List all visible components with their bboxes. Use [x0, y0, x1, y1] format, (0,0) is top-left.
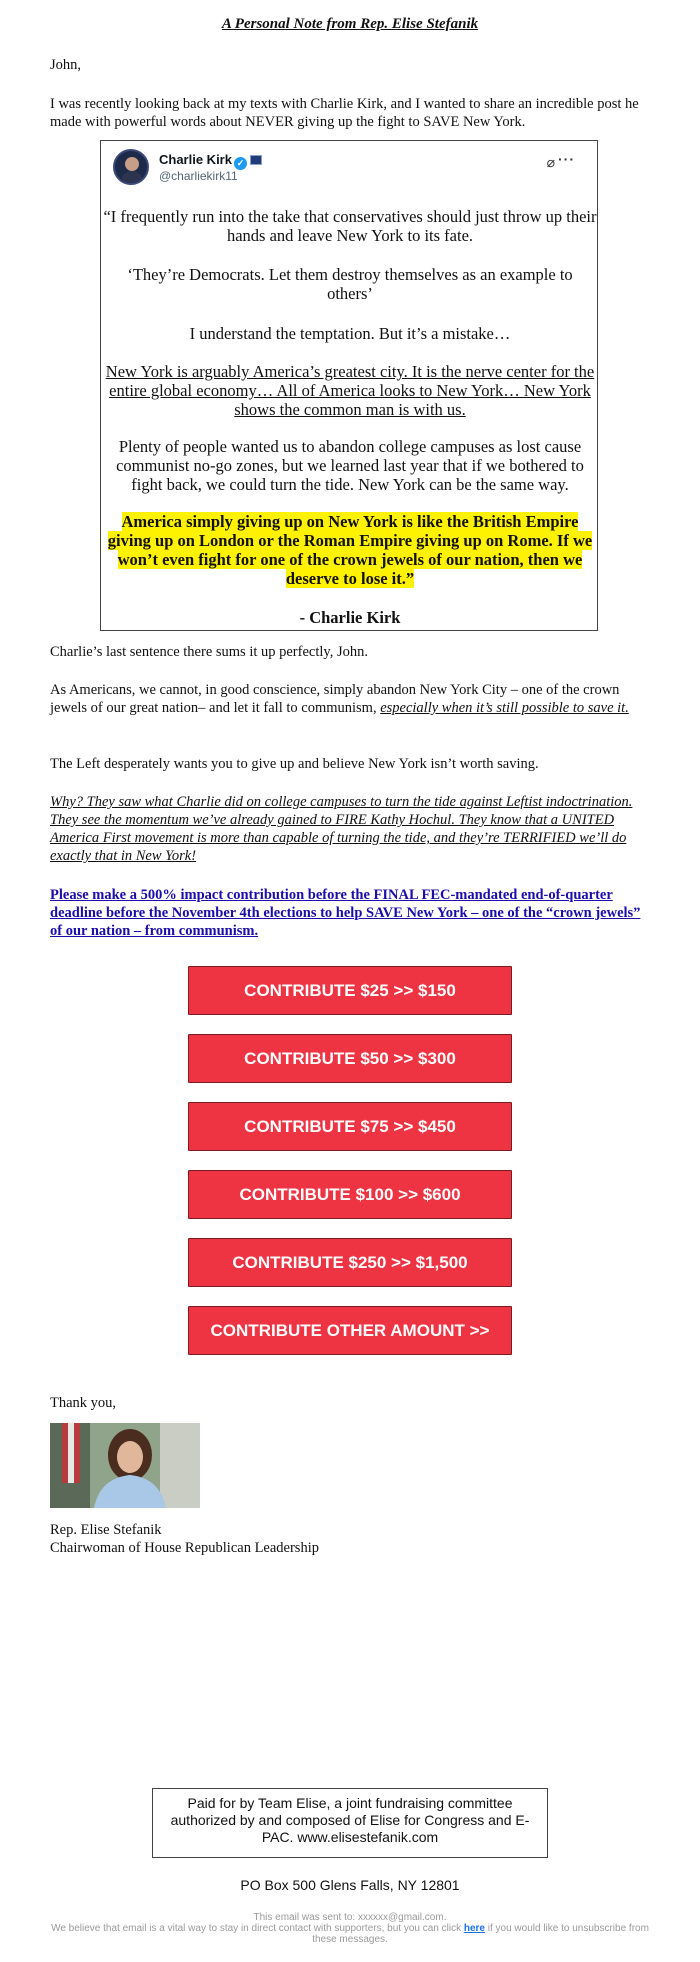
- mailing-address: PO Box 500 Glens Falls, NY 12801: [240, 1877, 460, 1893]
- grok-icon[interactable]: ⌀: [546, 154, 555, 170]
- signature-photo: [50, 1423, 200, 1508]
- tweet-quote-6-wrap: [101, 512, 599, 588]
- tweet-author[interactable]: [159, 152, 262, 170]
- cta-paragraph: [50, 886, 650, 940]
- americans-text: As Americans, we cannot, in good conscience, simply abandon New York City – one of the crown jewels of our great nation– and let it fall to communism,: [50, 682, 620, 716]
- why-paragraph: Why? They saw what Charlie did on college campuses to turn the tide against Leftist indoctrination. They see the momentum we’ve already gained to FIRE Kathy Hochul. They know that a UNITED America First movement is more than capable of turning the tide, and they’re TERRIFIED we’ll do exactly that in New York!: [50, 794, 633, 864]
- avatar-icon[interactable]: [113, 149, 149, 185]
- intro-paragraph: I was recently looking back at my texts with Charlie Kirk, and I wanted to share an incredible post he made with powerful words about NEVER giving up the fight to SAVE New York.: [50, 96, 639, 130]
- contribute-75-button[interactable]: CONTRIBUTE $75 >> $450: [188, 1102, 512, 1151]
- contribute-250-button[interactable]: CONTRIBUTE $250 >> $1,500: [188, 1238, 512, 1287]
- paid-for-disclaimer: Paid for by Team Elise, a joint fundraising committee authorized by and composed of Elise for Congress and E-PAC. www.elisestefanik.com: [152, 1788, 548, 1858]
- contribute-100-button[interactable]: CONTRIBUTE $100 >> $600: [188, 1170, 512, 1219]
- email-title: A Personal Note from Rep. Elise Stefanik: [221, 16, 479, 32]
- unsubscribe-link[interactable]: here: [463, 1923, 485, 1934]
- sent-to-notice: This email was sent to: xxxxxx@gmail.com.: [253, 1912, 447, 1923]
- tweet-quote-5: Plenty of people wanted us to abandon college campuses as lost cause communist no-go zones, but we learned last year that if we bothered to fight back, we could turn the tide. New York can be the same way.: [116, 437, 584, 494]
- unsubscribe-text-before: We believe that email is a vital way to stay in direct contact with supporters, but you can click: [51, 1923, 464, 1934]
- tweet-quote-1: “I frequently run into the take that conservatives should just throw up their hands and leave New York to its fate.: [103, 207, 597, 245]
- tweet-quote-4: New York is arguably America’s greatest city. It is the nerve center for the entire global economy… All of America looks to New York… New York shows the common man is with us.: [105, 362, 595, 419]
- thanks-line: Thank you,: [50, 1395, 117, 1411]
- tweet-card[interactable]: [100, 140, 598, 631]
- tweet-header: [113, 149, 587, 189]
- signature-title: Chairwoman of House Republican Leadership: [50, 1540, 319, 1556]
- sums-paragraph: Charlie’s last sentence there sums it up perfectly, John.: [50, 644, 368, 660]
- americans-paragraph: [50, 681, 650, 717]
- signature-name: Rep. Elise Stefanik: [50, 1522, 162, 1538]
- affiliation-flag-icon: [250, 155, 262, 165]
- cta-link[interactable]: Please make a 500% impact contribution before the FINAL FEC-mandated end-of-quarter deadline before the November 4th elections to help SAVE New York – one of the “crown jewels” of our nation – from communism.: [50, 887, 641, 939]
- tweet-quote-3: I understand the temptation. But it’s a mistake…: [189, 324, 511, 343]
- contribute-50-button[interactable]: CONTRIBUTE $50 >> $300: [188, 1034, 512, 1083]
- tweet-quote-6: America simply giving up on New York is like the British Empire giving up on London or the Roman Empire giving up on Rome. If we won’t even fight for one of the crown jewels of our nation, then we deserve to lose it.”: [107, 512, 593, 588]
- americans-emphasis: especially when it’s still possible to save it.: [380, 700, 629, 716]
- tweet-handle[interactable]: @charliekirk11: [159, 169, 238, 183]
- verified-badge-icon: ✓: [234, 157, 247, 170]
- contribute-other-button[interactable]: CONTRIBUTE OTHER AMOUNT >>: [188, 1306, 512, 1355]
- more-options-icon[interactable]: ···: [558, 151, 575, 167]
- tweet-signature: - Charlie Kirk: [299, 608, 401, 627]
- tweet-quote-2: ‘They’re Democrats. Let them destroy themselves as an example to others’: [127, 265, 573, 303]
- left-paragraph: The Left desperately wants you to give up and believe New York isn’t worth saving.: [50, 756, 539, 772]
- tweet-author-name: Charlie Kirk: [159, 152, 232, 167]
- contribute-25-button[interactable]: CONTRIBUTE $25 >> $150: [188, 966, 512, 1015]
- greeting: John,: [50, 57, 82, 73]
- unsubscribe-text-after: if you would like to unsubscribe from these messages.: [312, 1923, 649, 1945]
- unsubscribe-notice: [40, 1923, 660, 1945]
